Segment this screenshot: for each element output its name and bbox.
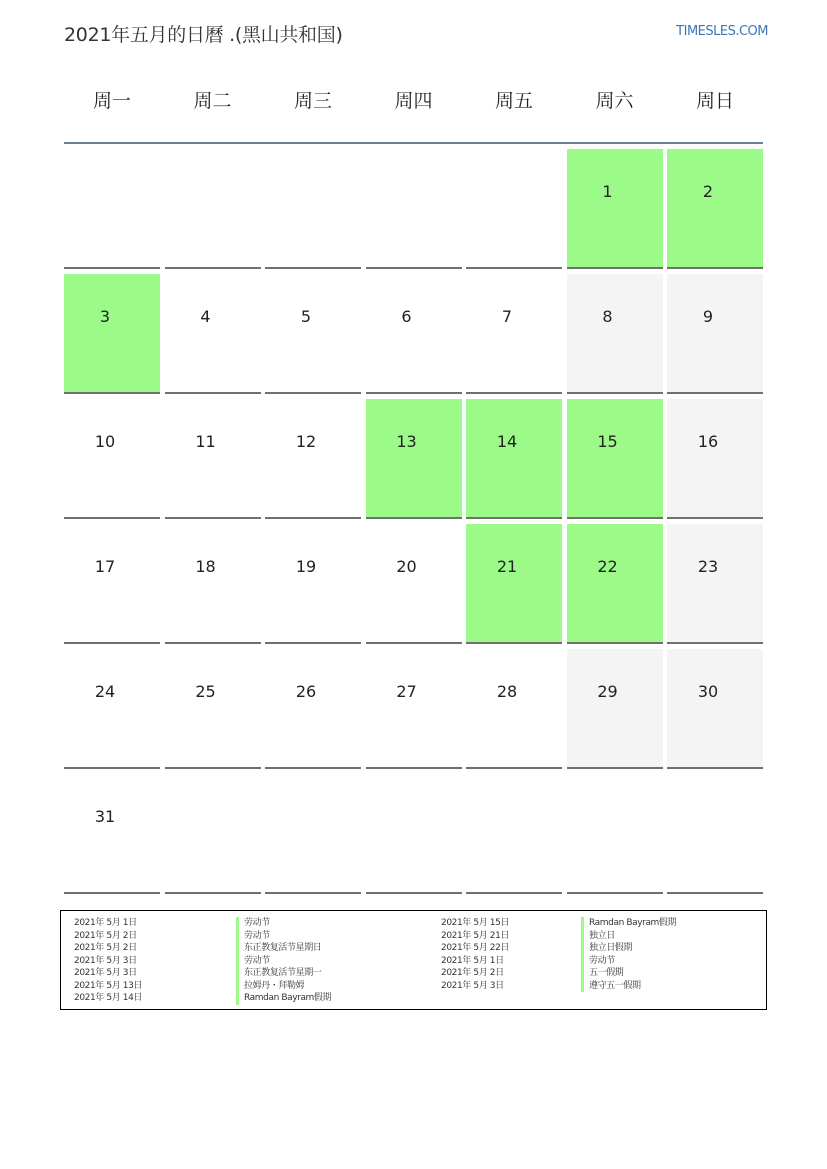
legend-holiday-name: 东正教复活节星期一	[236, 967, 331, 980]
empty-day-cell	[64, 149, 160, 269]
day-cell-29	[567, 649, 663, 769]
day-cell-12	[265, 399, 361, 519]
day-cell-3	[64, 274, 160, 394]
day-cell-27	[366, 649, 462, 769]
day-number: 18	[195, 557, 216, 576]
weekday-thu: 周四	[394, 90, 433, 112]
day-cell-5	[265, 274, 361, 394]
day-number: 22	[597, 557, 618, 576]
legend-holiday-name: 劳动节	[236, 955, 331, 968]
day-number: 31	[94, 807, 116, 826]
legend-date: 2021年 5月 3日	[441, 980, 504, 991]
site-link[interactable]: TIMESLES.COM	[676, 24, 768, 39]
legend-date: 2021年 5月 3日	[74, 968, 137, 978]
day-cell-19	[265, 524, 361, 644]
legend-date: 2021年 5月 3日	[74, 955, 137, 966]
day-number: 1	[602, 182, 613, 201]
legend-holiday-name: 五一假期	[581, 967, 676, 980]
day-number: 29	[597, 682, 618, 701]
legend-holiday-name: 拉姆丹・拜勒姆	[236, 980, 331, 993]
day-number: 26	[295, 682, 317, 701]
day-cell-23	[667, 524, 763, 644]
day-number: 13	[396, 432, 417, 451]
day-cell-15	[567, 399, 663, 519]
weekday-sun: 周日	[695, 90, 734, 112]
day-cell-21	[466, 524, 562, 644]
page-title: 2021年五月的日曆 .(黑山共和国)	[64, 24, 343, 46]
weekday-sat: 周六	[595, 90, 634, 112]
day-number: 7	[501, 307, 513, 326]
day-number: 20	[396, 557, 417, 576]
day-number: 28	[496, 682, 518, 701]
day-number: 2	[702, 182, 714, 201]
day-cell-30	[667, 649, 763, 769]
day-number: 16	[697, 432, 719, 451]
weekday-header	[64, 86, 763, 124]
day-cell-1	[567, 149, 663, 269]
weekday-tue: 周二	[193, 90, 232, 112]
day-cell-16	[667, 399, 763, 519]
day-number: 27	[396, 682, 417, 701]
legend-holiday-name: 劳动节	[236, 917, 331, 930]
day-number: 12	[295, 432, 317, 451]
legend-holiday-name: Ramdan Bayram假期	[236, 992, 331, 1005]
legend-left-names	[236, 917, 331, 1005]
legend-holiday-name: 遵守五一假期	[581, 980, 676, 993]
day-cell-7	[466, 274, 562, 394]
day-cell-22	[567, 524, 663, 644]
day-number: 6	[401, 307, 412, 326]
day-cell-24	[64, 649, 160, 769]
legend-date: 2021年 5月 22日	[441, 943, 510, 953]
day-cell-9	[667, 274, 763, 394]
empty-day-cell	[165, 149, 261, 269]
day-cell-8	[567, 274, 663, 394]
legend-date: 2021年 5月 2日	[74, 943, 137, 953]
day-cell-20	[366, 524, 462, 644]
legend-date: 2021年 5月 1日	[441, 955, 504, 966]
day-number: 17	[94, 557, 116, 576]
weekday-fri: 周五	[494, 90, 533, 112]
day-number: 25	[195, 682, 216, 701]
day-cell-10	[64, 399, 160, 519]
day-number: 14	[496, 432, 518, 451]
legend-holiday-name: 劳动节	[236, 930, 331, 943]
day-cell-17	[64, 524, 160, 644]
day-number: 11	[195, 432, 216, 451]
day-cell-11	[165, 399, 261, 519]
legend-left-dates	[74, 917, 142, 1005]
empty-day-cell	[265, 149, 361, 269]
legend-date: 2021年 5月 2日	[74, 930, 137, 941]
day-number: 8	[602, 307, 613, 326]
day-number: 3	[99, 307, 111, 326]
legend-holiday-name: 劳动节	[581, 955, 676, 968]
day-number: 23	[697, 557, 719, 576]
day-cell-18	[165, 524, 261, 644]
empty-day-cell	[265, 774, 361, 894]
day-cell-26	[265, 649, 361, 769]
weekday-mon: 周一	[92, 90, 131, 112]
day-number: 19	[295, 557, 317, 576]
day-cell-4	[165, 274, 261, 394]
empty-day-cell	[667, 774, 763, 894]
empty-day-cell	[165, 774, 261, 894]
legend-holiday-name: 东正教复活节星期日	[236, 942, 331, 955]
day-number: 21	[496, 557, 518, 576]
legend-right-dates	[441, 917, 509, 992]
day-number: 9	[702, 307, 714, 326]
empty-day-cell	[567, 774, 663, 894]
holiday-legend	[60, 910, 767, 1010]
day-number: 15	[597, 432, 618, 451]
day-number: 24	[94, 682, 116, 701]
weekday-wed: 周三	[293, 90, 332, 112]
legend-right-names	[581, 917, 676, 992]
legend-date: 2021年 5月 13日	[74, 980, 143, 991]
day-cell-2	[667, 149, 763, 269]
day-cell-14	[466, 399, 562, 519]
empty-day-cell	[366, 774, 462, 894]
legend-holiday-name: 独立日	[581, 930, 676, 943]
day-cell-31	[64, 774, 160, 894]
day-number: 10	[94, 432, 116, 451]
day-cell-13	[366, 399, 462, 519]
day-number: 30	[697, 682, 719, 701]
legend-holiday-name: Ramdan Bayram假期	[581, 917, 676, 930]
day-number: 5	[300, 307, 312, 326]
legend-date: 2021年 5月 1日	[74, 918, 137, 928]
header-divider	[64, 142, 763, 144]
legend-date: 2021年 5月 2日	[441, 968, 504, 978]
day-cell-25	[165, 649, 261, 769]
day-cell-6	[366, 274, 462, 394]
legend-date: 2021年 5月 14日	[74, 993, 143, 1003]
legend-holiday-name: 独立日假期	[581, 942, 676, 955]
day-cell-28	[466, 649, 562, 769]
legend-date: 2021年 5月 21日	[441, 930, 510, 941]
day-number: 4	[200, 307, 211, 326]
empty-day-cell	[466, 149, 562, 269]
legend-date: 2021年 5月 15日	[441, 918, 510, 928]
empty-day-cell	[366, 149, 462, 269]
empty-day-cell	[466, 774, 562, 894]
